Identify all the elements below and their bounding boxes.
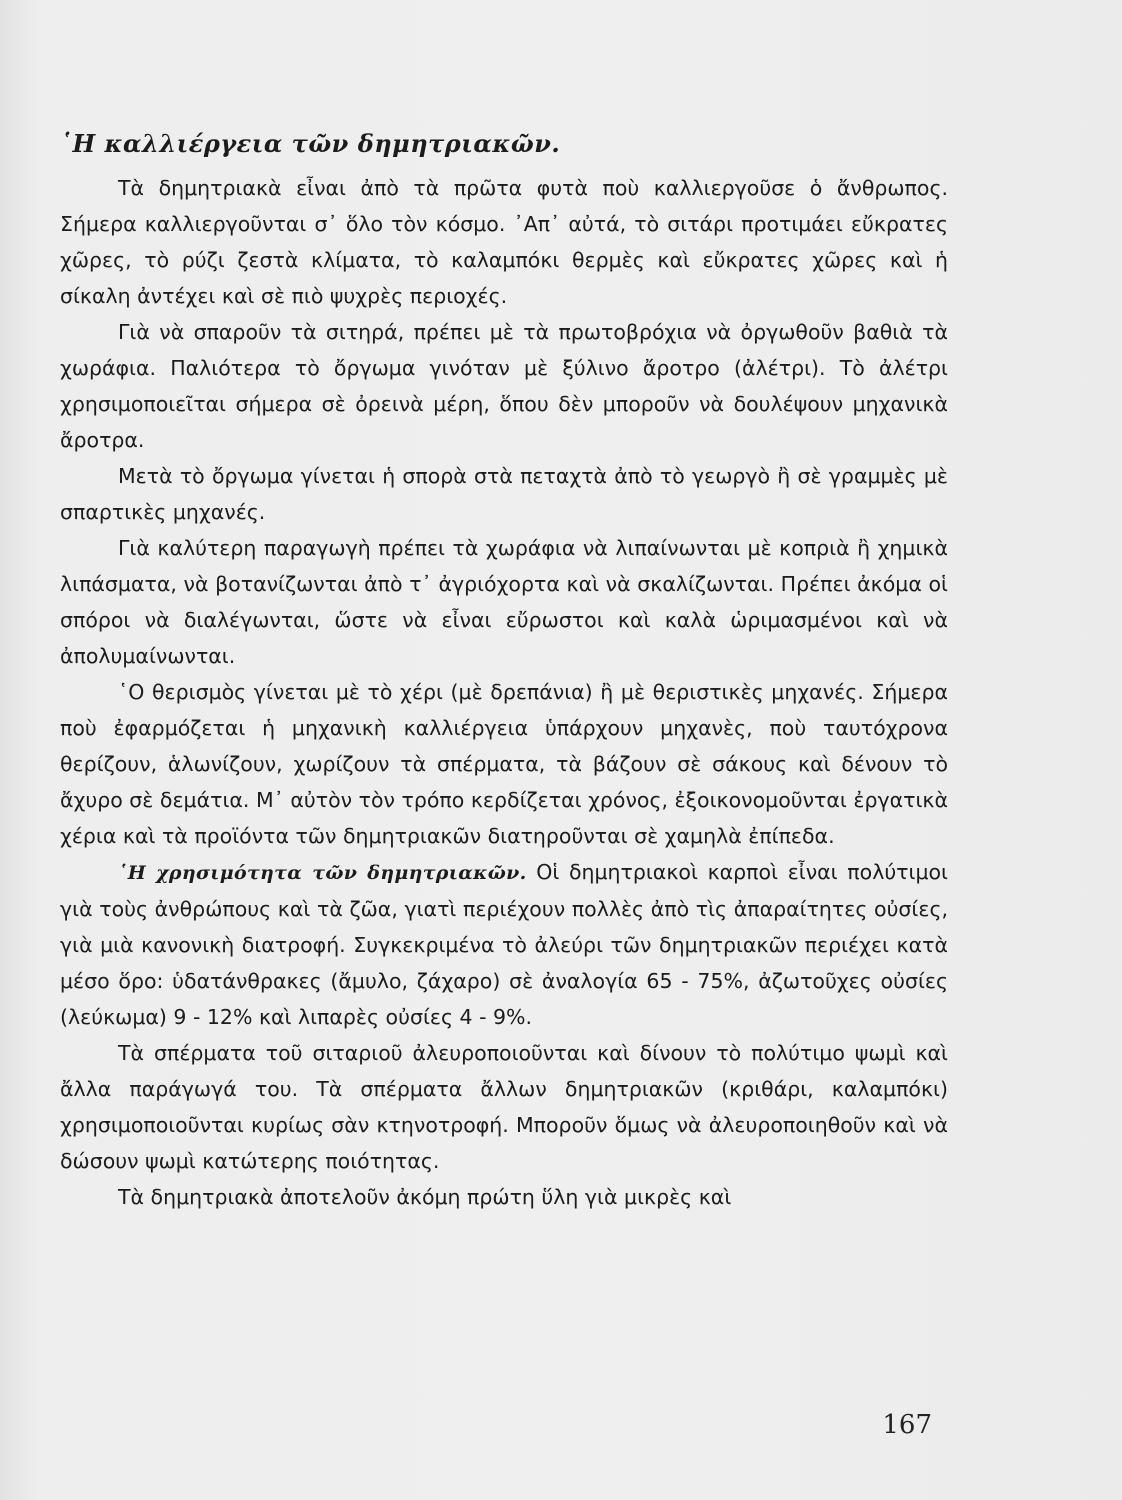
paragraph-ploughing: Γιὰ νὰ σπαροῦν τὰ σιτηρά, πρέπει μὲ τὰ πρωτοβρόχια νὰ ὀργωθοῦν βαθιὰ τὰ χωράφια. Παλιότερα τὸ ὄργωμα γινόταν μὲ ξύλινο ἄροτρο (ἀλέτρι). Τὸ ἀλέτρι χρησιμοποιεῖται σήμερα σὲ ὀρεινὰ μέρη, ὅπου δὲν μποροῦν νὰ δουλέψουν μηχανικὰ ἄροτρα.: [60, 320, 948, 452]
paragraph-harvesting: ῾Ο θερισμὸς γίνεται μὲ τὸ χέρι (μὲ δρεπάνια) ἢ μὲ θεριστικὲς μηχανές. Σήμερα ποὺ ἐφαρμόζεται ἡ μηχανικὴ καλλιέργεια ὑπάρχουν μηχανὲς, ποὺ ταυτόχρονα θερίζουν, ἁλωνίζουν, χωρίζουν τὰ σπέρματα, τὰ βάζουν σὲ σάκους καὶ δένουν τὸ ἄχυρο σὲ δεμάτια. Μ᾽ αὐτὸν τὸν τρόπο κερδίζεται χρόνος, ἐξοικονομοῦνται ἐργατικὰ χέρια καὶ τὰ προϊόντα τῶν δημητριακῶν διατηροῦνται σὲ χαμηλὰ ἐπίπεδα.: [60, 680, 948, 848]
usefulness-text: Οἱ δημητριακοὶ καρποὶ εἶναι πολύτιμοι γιὰ τοὺς ἀνθρώπους καὶ τὰ ζῶα, γιατὶ περιέχουν πολλὲς ἀπὸ τὶς ἀπαραίτητες οὐσίες, γιὰ μιὰ κανονικὴ διατροφή. Συγκεκριμένα τὸ ἀλεύρι τῶν δημητριακῶν περιέχει κατὰ μέσο ὅρο: ὑδατάνθρακες (ἄμυλο, ζάχαρο) σὲ ἀναλογία 65 - 75%, ἀζωτοῦχες οὐσίες (λεύκωμα) 9 - 12% καὶ λιπαρὲς οὐσίες 4 - 9%.: [60, 860, 948, 1029]
paragraph-usefulness: [60, 854, 948, 1035]
section-heading: ῾Η καλλιέργεια τῶν δημητριακῶν.: [60, 129, 561, 158]
paragraph-fertilizing: Γιὰ καλύτερη παραγωγὴ πρέπει τὰ χωράφια νὰ λιπαίνωνται μὲ κοπριὰ ἢ χημικὰ λιπάσματα, νὰ βοτανίζωνται ἀπὸ τ᾽ ἀγριόχορτα καὶ νὰ σκαλίζωνται. Πρέπει ἀκόμα οἱ σπόροι νὰ διαλέγωνται, ὥστε νὰ εἶναι εὔρωστοι καὶ καλὰ ὡριμασμένοι καὶ νὰ ἀπολυμαίνωνται.: [60, 536, 948, 668]
paragraph-origins: Τὰ δημητριακὰ εἶναι ἀπὸ τὰ πρῶτα φυτὰ ποὺ καλλιεργοῦσε ὁ ἄνθρωπος. Σήμερα καλλιεργοῦνται σ᾽ ὅλο τὸν κόσμο. ᾽Απ᾽ αὐτά, τὸ σιτάρι προτιμάει εὔκρατες χῶρες, τὸ ρύζι ζεστὰ κλίματα, τὸ καλαμπόκι θερμὲς καὶ εὔκρατες χῶρες καὶ ἡ σίκαλη ἀντέχει καὶ σὲ πιὸ ψυχρὲς περιοχές.: [60, 176, 948, 308]
paragraph-sowing: Μετὰ τὸ ὄργωμα γίνεται ἡ σπορὰ στὰ πεταχτὰ ἀπὸ τὸ γεωργὸ ἢ σὲ γραμμὲς μὲ σπαρτικὲς μηχανές.: [60, 464, 948, 524]
paragraph-flour: Τὰ σπέρματα τοῦ σιταριοῦ ἀλευροποιοῦνται καὶ δίνουν τὸ πολύτιμο ψωμὶ καὶ ἄλλα παράγωγά του. Τὰ σπέρματα ἄλλων δημητριακῶν (κριθάρι, καλαμπόκι) χρησιμοποιοῦνται κυρίως σὰν κτηνοτροφή. Μποροῦν ὅμως νὰ ἀλευροποιηθοῦν καὶ νὰ δώσουν ψωμὶ κατώτερης ποιότητας.: [60, 1041, 948, 1173]
page-text: [60, 118, 948, 1215]
paragraph-raw-material: Τὰ δημητριακὰ ἀποτελοῦν ἀκόμη πρώτη ὕλη γιὰ μικρὲς καὶ: [118, 1185, 732, 1209]
usefulness-heading: ῾Η χρησιμότητα τῶν δημητριακῶν.: [118, 862, 527, 884]
page-number: 167: [882, 1410, 932, 1440]
